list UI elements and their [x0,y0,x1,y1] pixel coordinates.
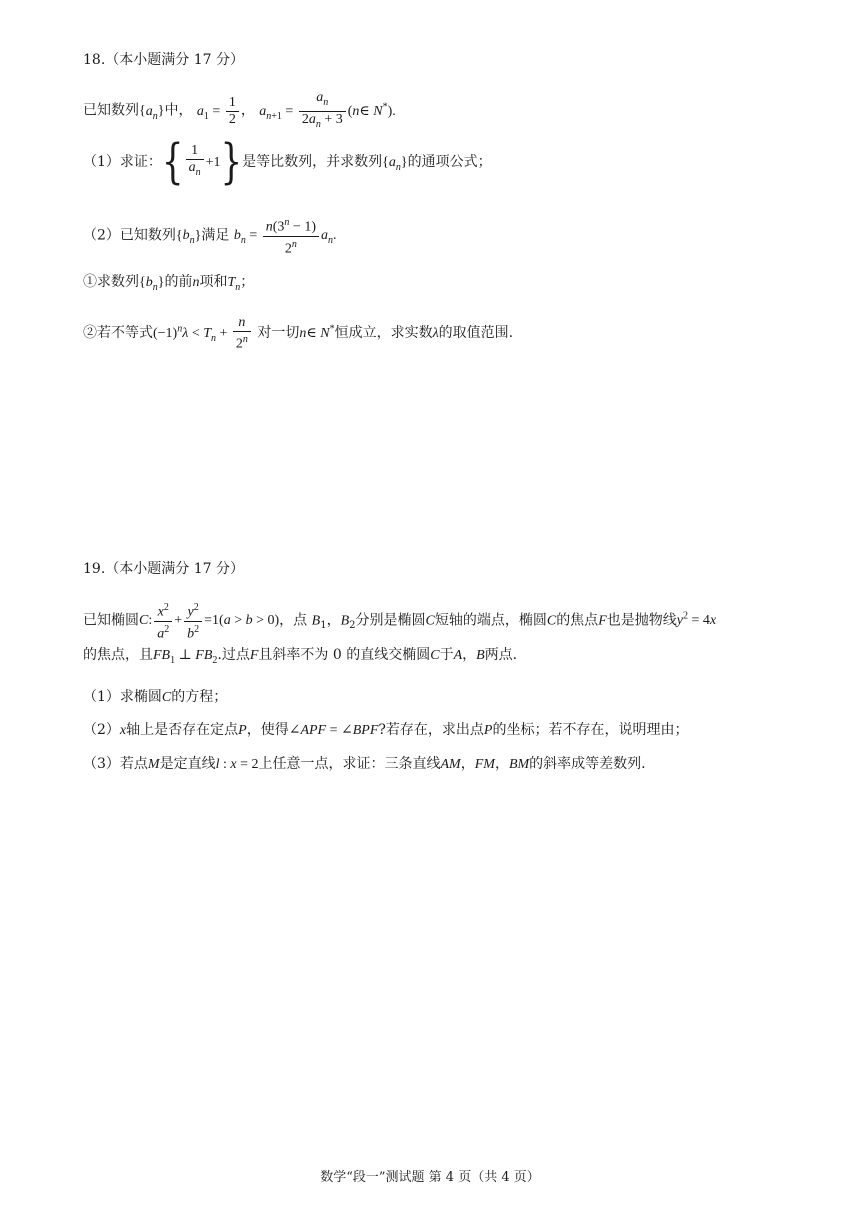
q18-header: 18.（本小题满分 17 分） [83,52,244,68]
q19-part3: （3）若点M是定直线l : x = 2上任意一点，求证：三条直线AM，FM，BM的斜率成等差数列. [83,756,646,772]
q18-sub2: ②若不等式$(-1)^n\lambda < T_n$ + $\frac{n}{2^n}$ 对一切n∈ N*恒成立，求实数λ的取值范围. [83,315,514,352]
q19-header: 19.（本小题满分 17 分） [83,561,244,577]
q19-line2: 的焦点，且$FB_1$ ⊥ $FB_2$.过点F且斜率不为 0 的直线交椭圆C于A，B两点. [83,647,518,666]
q19-part2: （2）x轴上是否存在定点P，使得∠APF = ∠BPF?若存在，求出点P的坐标；若不存在，说明理由； [83,722,689,738]
q18-given: 已知数列$\{a_n\}$中， $a_1$ = $\frac{1}{2}$ ， $a_{n+1}$ = $\frac{a_n}{2a_n + 3}$ (n∈ N*). [83,90,396,130]
q19-line1: 已知椭圆C: $\frac{x^2}{a^2}$ + $\frac{y^2}{b^2}$ =1(a > b > 0)，点 $B_1$，$B_2$分别是椭圆C短轴的端点，椭圆C的焦点F也是抛物线$y^2 = 4x$ [83,602,717,642]
page-footer: 数学“段一”测试题 第 4 页（共 4 页） [320,1170,540,1185]
q18-part2: （2）已知数列$\{b_n\}$满足 $b_n$ = $\frac{n(3^n - 1)}{2^n}$ $a_n$. [83,217,337,257]
q18-sub1: ①求数列$\{b_n\}$的前n项和$T_n$； [83,274,255,293]
q18-part1: （1）求证：{ $\frac{1}{a_n}$ +1}是等比数列，并求数列$\{a_n\}$的通项公式； [83,133,492,190]
q19-part1: （1）求椭圆C的方程； [83,689,228,705]
